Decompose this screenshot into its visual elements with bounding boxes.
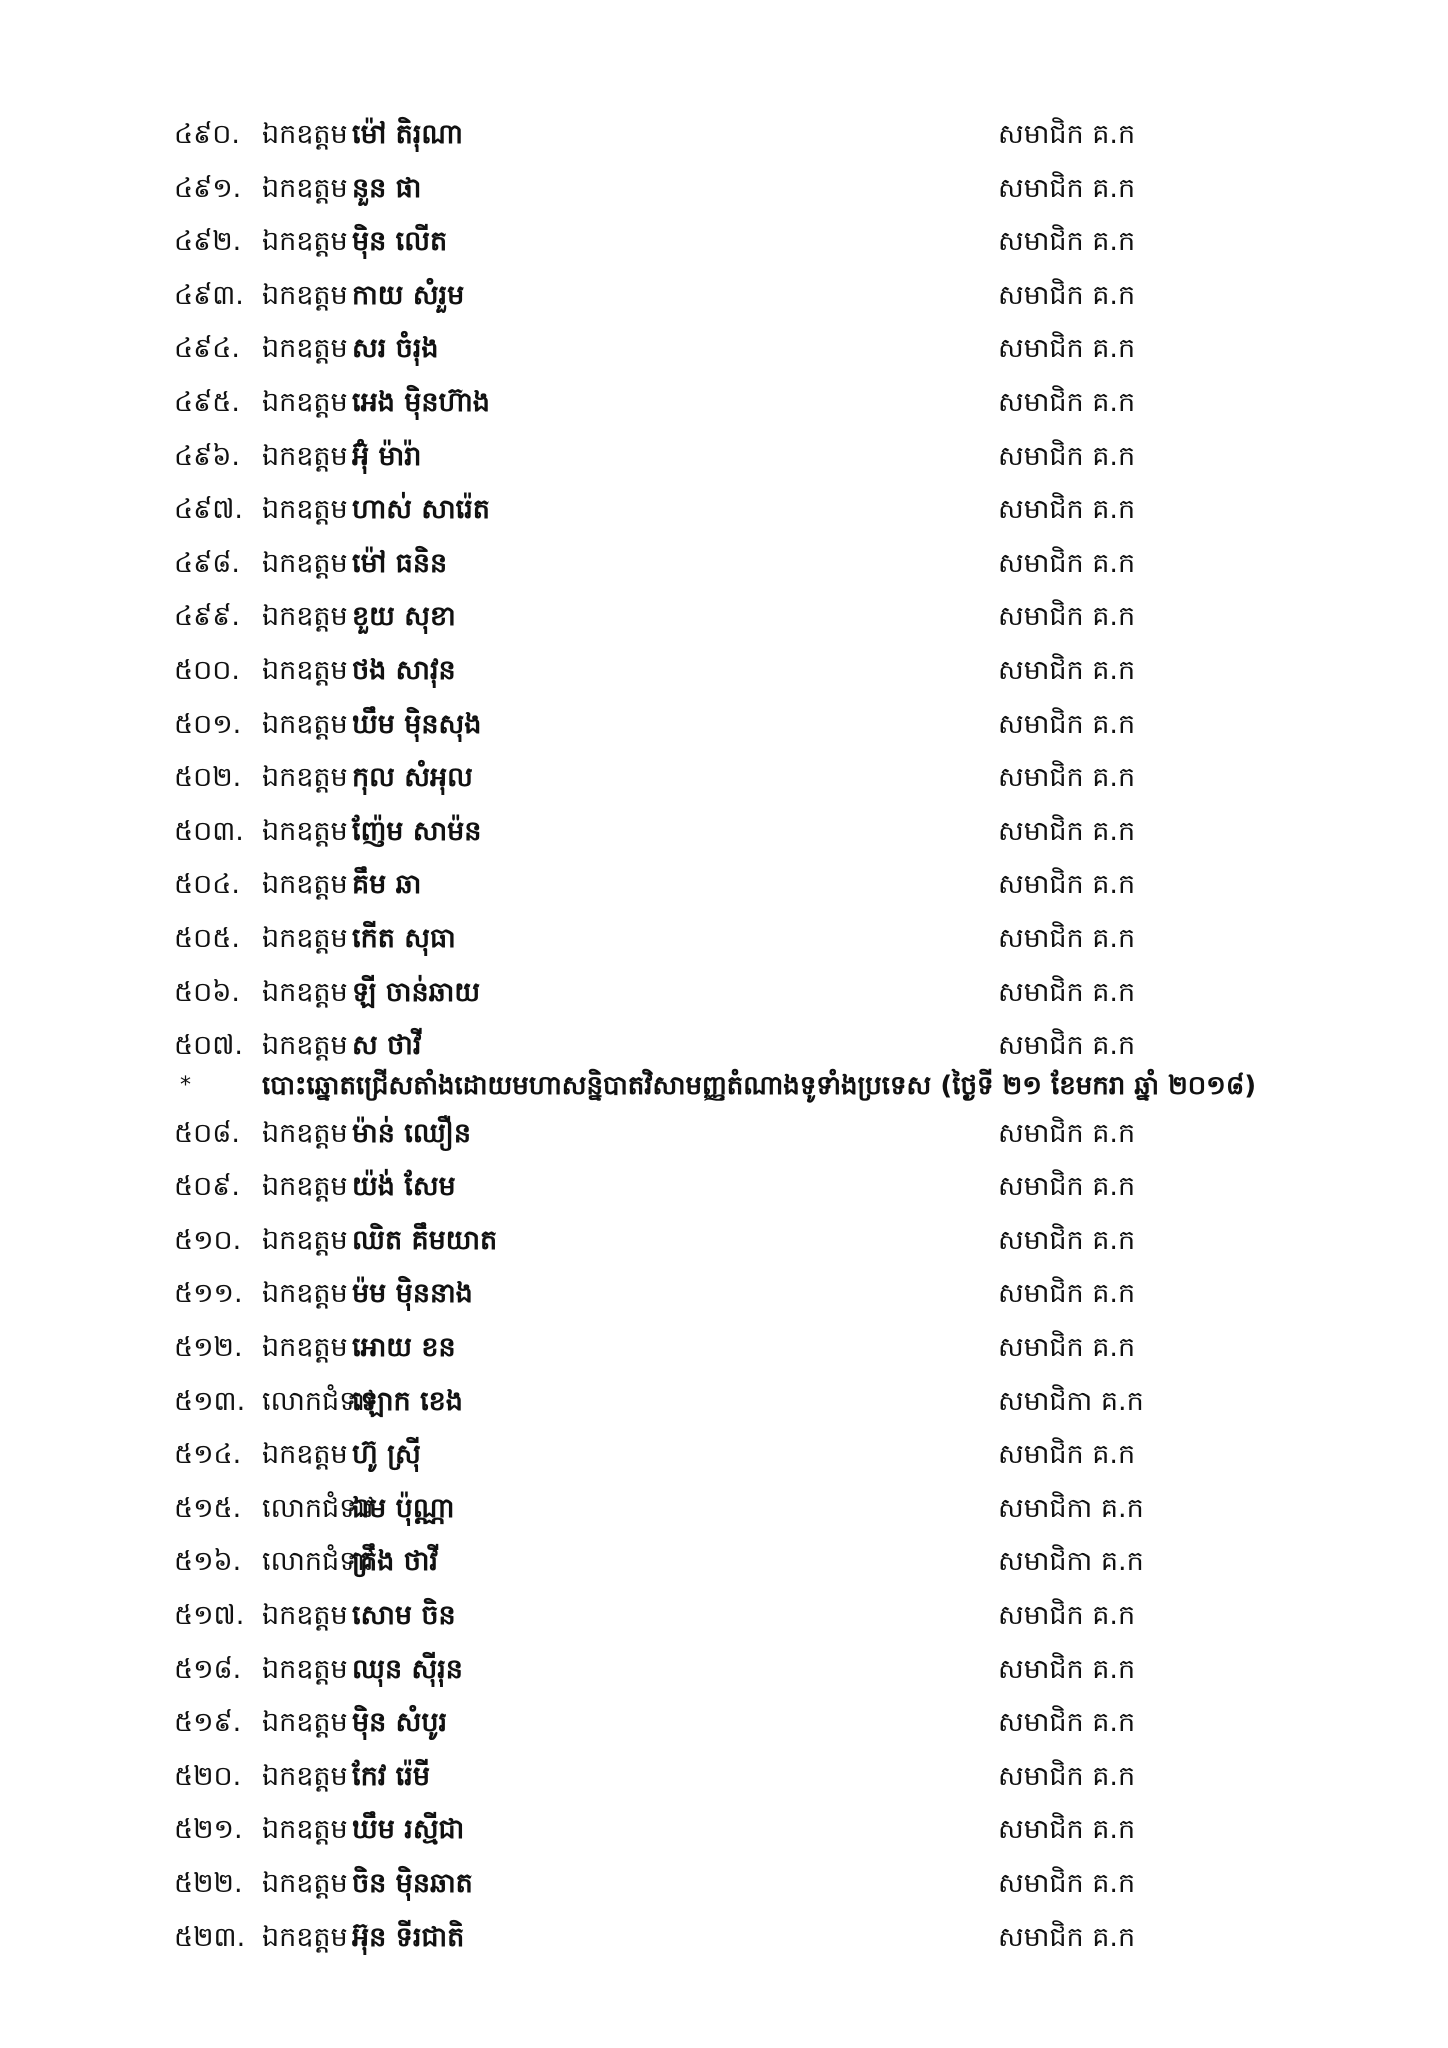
- entry-number: ៤៩៤.: [174, 333, 240, 365]
- list-item: [0, 1428, 1448, 1482]
- entry-number: ៥១៦.: [174, 1546, 242, 1578]
- entry-name: ហាស់ សារ៉េត: [352, 494, 490, 526]
- entry-name: ម៉ៅ ធនិន: [352, 547, 448, 579]
- entry-title: ឯកឧត្តម: [262, 1278, 348, 1310]
- list-item: [0, 1107, 1448, 1161]
- entry-number: ៥១៣.: [174, 1385, 246, 1417]
- entry-name: ខួយ សុខា: [352, 601, 456, 633]
- list-item: [0, 1803, 1448, 1857]
- entry-role: សមាជិក គ.ក: [998, 869, 1136, 901]
- entry-role: សមាជិក គ.ក: [998, 1814, 1136, 1846]
- entry-number: ៤៩៦.: [174, 440, 240, 472]
- entry-title: ឯកឧត្តម: [262, 708, 348, 740]
- entry-number: ៥០៣.: [174, 815, 244, 847]
- entry-title: លោកជំទាវ: [262, 1546, 374, 1578]
- entry-title: ឯកឧត្តម: [262, 1760, 348, 1792]
- entry-title: ឯកឧត្តម: [262, 333, 348, 365]
- entry-title: លោកជំទាវ: [262, 1492, 374, 1524]
- entry-name: កុល សំអុល: [352, 762, 473, 794]
- entry-number: ៥១៥.: [174, 1492, 242, 1524]
- entry-role: សមាជិក គ.ក: [998, 708, 1136, 740]
- entry-role: សមាជិក គ.ក: [998, 1332, 1136, 1364]
- entry-name: ម៉ិន លើត: [352, 226, 448, 258]
- entry-title: ឯកឧត្តម: [262, 386, 348, 418]
- entry-name: កាយ សំរួម: [352, 279, 465, 311]
- entry-role: សមាជិក គ.ក: [998, 172, 1136, 204]
- list-item: [0, 1911, 1448, 1965]
- entry-name: កែវ រ៉េមី: [352, 1760, 430, 1792]
- entry-title: ឯកឧត្តម: [262, 601, 348, 633]
- list-item: [0, 1535, 1448, 1589]
- entry-title: ឯកឧត្តម: [262, 494, 348, 526]
- entry-role: សមាជិក គ.ក: [998, 1171, 1136, 1203]
- note-marker: *: [180, 1072, 191, 1098]
- entry-title: ឯកឧត្តម: [262, 922, 348, 954]
- entry-name: ឈុន ស៊ីរុន: [352, 1653, 463, 1685]
- entry-role: សមាជិក គ.ក: [998, 547, 1136, 579]
- list-item: [0, 1589, 1448, 1643]
- entry-name: ម៉ៅ តិរុណា: [352, 119, 463, 150]
- entry-name: សរ ចំរុង: [352, 333, 439, 365]
- entry-name: ឯម ប៉ុណ្ណា: [352, 1492, 455, 1524]
- list-item: [0, 537, 1448, 591]
- entry-name: ហ៊ូ ស្រ៊ី: [352, 1439, 421, 1471]
- entry-name: អេង ម៉ិនហ៊ាង: [352, 386, 490, 418]
- entry-role: សមាជិក គ.ក: [998, 1921, 1136, 1953]
- entry-role: សមាជិកា គ.ក: [998, 1385, 1144, 1417]
- entry-name: ចិន ម៉ិនឆាត: [352, 1868, 473, 1899]
- list-item: [0, 269, 1448, 323]
- list-item: [0, 698, 1448, 752]
- entry-name: គឹម ឆា: [352, 869, 422, 901]
- entry-role: សមាជិក គ.ក: [998, 654, 1136, 686]
- entry-title: ឯកឧត្តម: [262, 1707, 348, 1739]
- entry-title: ឯកឧត្តម: [262, 869, 348, 901]
- entry-title: ឯកឧត្តម: [262, 976, 348, 1008]
- entry-title: ឯកឧត្តម: [262, 1224, 348, 1256]
- entry-number: ៤៩០.: [174, 119, 240, 150]
- entry-number: ៥០១.: [174, 708, 242, 740]
- entry-number: ៥០០.: [174, 654, 240, 686]
- entry-role: សមាជិក គ.ក: [998, 1030, 1136, 1062]
- entry-role: សមាជិក គ.ក: [998, 1707, 1136, 1739]
- note-text: បោះឆ្នោតជ្រើសតាំងដោយមហាសន្និបាតវិសាមញ្ញតំណាងទូទាំងប្រទេស (ថ្ងៃទី ២១ ខែមករា ឆ្នាំ ២០១៨): [262, 1070, 1257, 1101]
- entry-title: ឯកឧត្តម: [262, 279, 348, 311]
- entry-name: យ៉ង់ សែម: [352, 1171, 456, 1203]
- entry-title: ឯកឧត្តម: [262, 762, 348, 794]
- entry-title: ឯកឧត្តម: [262, 440, 348, 472]
- entry-name: ឡី ចាន់ឆាយ: [352, 976, 481, 1008]
- entry-role: សមាជិក គ.ក: [998, 1439, 1136, 1471]
- list-item: [0, 1267, 1448, 1321]
- entry-number: ៥០៧.: [174, 1030, 243, 1062]
- entry-role: សមាជិក គ.ក: [998, 601, 1136, 633]
- list-item: [0, 966, 1448, 1020]
- entry-title: ឯកឧត្តម: [262, 654, 348, 686]
- list-item: [0, 322, 1448, 376]
- entry-role: សមាជិក គ.ក: [998, 440, 1136, 472]
- entry-name: ថង សាវុន: [352, 654, 456, 686]
- entry-title: ឯកឧត្តម: [262, 172, 348, 204]
- entry-number: ៥១៧.: [174, 1600, 245, 1632]
- entry-title: ឯកឧត្តម: [262, 1171, 348, 1203]
- entry-name: ស ថាវី: [352, 1030, 422, 1062]
- list-item: [0, 1321, 1448, 1375]
- entry-role: សមាជិក គ.ក: [998, 976, 1136, 1008]
- list-item: [0, 751, 1448, 805]
- entry-name: កើត សុធា: [352, 922, 456, 954]
- entry-name: ម៉ម ម៉ិននាង: [352, 1278, 473, 1310]
- entry-title: លោកជំទាវ: [262, 1385, 374, 1417]
- entry-role: សមាជិក គ.ក: [998, 226, 1136, 258]
- member-list: [0, 108, 1448, 1964]
- entry-title: ឯកឧត្តម: [262, 815, 348, 847]
- entry-title: ឯកឧត្តម: [262, 226, 348, 258]
- entry-role: សមាជិក គ.ក: [998, 1760, 1136, 1792]
- entry-number: ៤៩៧.: [174, 494, 243, 526]
- list-item: [0, 805, 1448, 859]
- entry-title: ឯកឧត្តម: [262, 1814, 348, 1846]
- entry-number: ៥២១.: [174, 1814, 243, 1846]
- entry-title: ឯកឧត្តម: [262, 1332, 348, 1364]
- entry-number: ៤៩៩.: [174, 601, 240, 633]
- entry-name: អោយ ខន: [352, 1332, 456, 1364]
- list-item: [0, 912, 1448, 966]
- entry-number: ៥០៥.: [174, 922, 240, 954]
- list-item: [0, 1643, 1448, 1697]
- entry-number: ៤៩១.: [174, 172, 242, 204]
- entry-role: សមាជិក គ.ក: [998, 279, 1136, 311]
- entry-number: ៥២០.: [174, 1760, 242, 1792]
- entry-number: ៥០៤.: [174, 869, 240, 901]
- entry-number: ៥១១.: [174, 1278, 243, 1310]
- entry-role: សមាជិក គ.ក: [998, 494, 1136, 526]
- entry-number: ៥១២.: [174, 1332, 243, 1364]
- list-item: [0, 108, 1448, 162]
- entry-number: ៥១៨.: [174, 1653, 242, 1685]
- entry-name: សោម ចិន: [352, 1600, 456, 1632]
- entry-role: សមាជិក គ.ក: [998, 333, 1136, 365]
- entry-name: ញ៉ែម សាម៉ន: [352, 815, 482, 847]
- entry-name: អ៊ុន ទីរជាតិ: [352, 1921, 465, 1953]
- entry-name: អ៊ុំ ម៉ារ៉ា: [352, 440, 422, 472]
- entry-name: គ្រឹង ថាវី: [352, 1546, 438, 1578]
- entry-title: ឯកឧត្តម: [262, 1439, 348, 1471]
- entry-title: ឯកឧត្តម: [262, 1868, 348, 1899]
- entry-name: ឡោក ខេង: [352, 1385, 463, 1417]
- entry-name: ម៉ាន់ ឈឿន: [352, 1117, 471, 1149]
- entry-name: នួន ផា: [352, 172, 422, 204]
- entry-number: ៥១៤.: [174, 1439, 242, 1471]
- entry-title: ឯកឧត្តម: [262, 547, 348, 579]
- entry-name: ឈិត គឹមយាត: [352, 1224, 498, 1256]
- list-item: [0, 1750, 1448, 1804]
- entry-number: ៤៩៨.: [174, 547, 240, 579]
- entry-number: ៥០៩.: [174, 1171, 240, 1203]
- entry-title: ឯកឧត្តម: [262, 119, 348, 150]
- entry-number: ៤៩៣.: [174, 279, 244, 311]
- entry-title: ឯកឧត្តម: [262, 1600, 348, 1632]
- list-item: [0, 1857, 1448, 1911]
- entry-title: ឯកឧត្តម: [262, 1117, 348, 1149]
- entry-role: សមាជិក គ.ក: [998, 922, 1136, 954]
- list-item: [0, 215, 1448, 269]
- entry-role: សមាជិក គ.ក: [998, 762, 1136, 794]
- entry-name: ឃឹម ម៉ិនសុង: [352, 708, 482, 740]
- entry-title: ឯកឧត្តម: [262, 1030, 348, 1062]
- list-item: [0, 1375, 1448, 1429]
- entry-role: សមាជិក គ.ក: [998, 1117, 1136, 1149]
- entry-number: ៥១៩.: [174, 1707, 242, 1739]
- entry-role: សមាជិក គ.ក: [998, 815, 1136, 847]
- list-item: [0, 162, 1448, 216]
- entry-number: ៥២២.: [174, 1868, 243, 1899]
- entry-role: សមាជិក គ.ក: [998, 1868, 1136, 1899]
- entry-role: សមាជិក គ.ក: [998, 1653, 1136, 1685]
- entry-number: ៤៩២.: [174, 226, 242, 258]
- entry-number: ៥០៨.: [174, 1117, 240, 1149]
- entry-number: ៥១០.: [174, 1224, 242, 1256]
- entry-role: សមាជិក គ.ក: [998, 386, 1136, 418]
- entry-role: សមាជិក គ.ក: [998, 1224, 1136, 1256]
- entry-number: ៥២៣.: [174, 1921, 246, 1953]
- list-item: [0, 1214, 1448, 1268]
- list-item: [0, 590, 1448, 644]
- entry-role: សមាជិក គ.ក: [998, 119, 1136, 150]
- entry-title: ឯកឧត្តម: [262, 1653, 348, 1685]
- entry-name: ឃឹម រស្មីជា: [352, 1814, 465, 1846]
- list-item: [0, 376, 1448, 430]
- entry-number: ៥០២.: [174, 762, 242, 794]
- entry-role: សមាជិក គ.ក: [998, 1600, 1136, 1632]
- list-item: [0, 1160, 1448, 1214]
- entry-number: ៥០៦.: [174, 976, 240, 1008]
- entry-role: សមាជិកា គ.ក: [998, 1492, 1144, 1524]
- entry-role: សមាជិក គ.ក: [998, 1278, 1136, 1310]
- entry-name: ម៉ិន សំបូរ: [352, 1707, 448, 1739]
- list-item: [0, 430, 1448, 484]
- entry-number: ៤៩៥.: [174, 386, 240, 418]
- entry-title: ឯកឧត្តម: [262, 1921, 348, 1953]
- list-item: [0, 644, 1448, 698]
- list-item: [0, 858, 1448, 912]
- election-note: [0, 1065, 1448, 1107]
- list-item: [0, 1696, 1448, 1750]
- entry-role: សមាជិកា គ.ក: [998, 1546, 1144, 1578]
- list-item: [0, 483, 1448, 537]
- list-item: [0, 1482, 1448, 1536]
